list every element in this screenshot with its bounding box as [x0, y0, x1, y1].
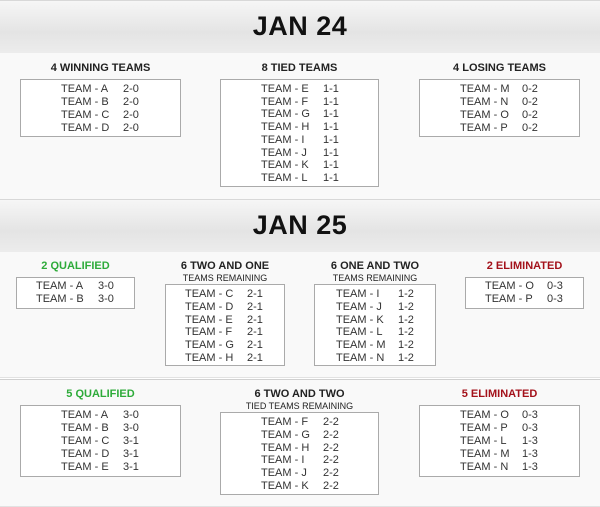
- team-row: [460, 435, 548, 448]
- team-record: 0-3: [522, 422, 538, 434]
- team-record: 1-2: [398, 314, 414, 326]
- team-record: 3-0: [123, 409, 139, 421]
- team-record: 3-1: [123, 435, 139, 447]
- team-record: 2-2: [323, 467, 339, 479]
- team-name: TEAM - C: [185, 288, 234, 300]
- team-record: 2-2: [323, 416, 339, 428]
- team-record: 1-2: [398, 339, 414, 351]
- team-name: TEAM - B: [36, 293, 84, 305]
- team-row: [185, 326, 273, 339]
- group-one-and-two: [314, 260, 436, 283]
- team-record: 2-2: [323, 454, 339, 466]
- team-name: TEAM - K: [261, 159, 309, 171]
- team-record: 0-2: [522, 96, 538, 108]
- team-record: 2-0: [123, 96, 139, 108]
- team-row: [185, 352, 273, 365]
- day-header-jan24: [0, 0, 600, 54]
- team-row: [36, 293, 124, 306]
- group-eliminated-5: [419, 388, 580, 401]
- team-name: TEAM - H: [185, 352, 234, 364]
- group-heading: 6 ONE AND TWO: [330, 260, 420, 272]
- group-heading: 4 WINNING TEAMS: [50, 62, 151, 74]
- team-row: [336, 301, 424, 314]
- team-name: TEAM - A: [36, 280, 84, 292]
- team-record: 1-1: [323, 96, 339, 108]
- team-row: [61, 122, 149, 135]
- team-row: [261, 480, 349, 493]
- team-record: 1-2: [398, 288, 414, 300]
- team-record: 2-1: [247, 352, 263, 364]
- day-title: JAN 25: [252, 210, 348, 240]
- team-name: TEAM - N: [460, 461, 509, 473]
- team-row: [185, 339, 273, 352]
- day-header-jan25: [0, 199, 600, 253]
- group-losing-teams: [419, 62, 580, 75]
- team-record: 3-0: [98, 293, 114, 305]
- team-record: 2-0: [123, 122, 139, 134]
- group-heading: 5 QUALIFIED: [66, 388, 135, 400]
- team-record: 1-1: [323, 172, 339, 184]
- team-row: [460, 109, 548, 122]
- team-record: 1-3: [522, 435, 538, 447]
- team-name: TEAM - O: [460, 109, 509, 121]
- team-row: [460, 122, 548, 135]
- team-row: [485, 293, 573, 306]
- team-row: [261, 83, 349, 96]
- team-name: TEAM - D: [61, 122, 110, 134]
- team-record: 2-0: [123, 83, 139, 95]
- day-title: JAN 24: [252, 11, 348, 41]
- group-heading: 4 LOSING TEAMS: [453, 62, 546, 74]
- team-name: TEAM - M: [460, 448, 510, 460]
- team-name: TEAM - G: [261, 429, 310, 441]
- group-heading: 6 TWO AND ONE: [180, 260, 270, 272]
- group-two-and-one: [165, 260, 285, 283]
- team-row: [61, 409, 149, 422]
- team-record: 2-1: [247, 326, 263, 338]
- team-record: 0-2: [522, 122, 538, 134]
- team-row: [61, 435, 149, 448]
- group-qualified-5: [20, 388, 181, 401]
- team-row: [61, 109, 149, 122]
- team-record: 1-1: [323, 134, 339, 146]
- team-row: [61, 96, 149, 109]
- team-row: [460, 83, 548, 96]
- team-row: [185, 301, 273, 314]
- group-winning-teams: [20, 62, 181, 75]
- team-name: TEAM - F: [261, 96, 309, 108]
- team-row: [460, 448, 548, 461]
- team-record: 1-1: [323, 83, 339, 95]
- team-record: 0-3: [547, 280, 563, 292]
- group-heading: 5 ELIMINATED: [461, 388, 538, 400]
- team-record: 1-2: [398, 301, 414, 313]
- team-name: TEAM - J: [261, 147, 307, 159]
- team-name: TEAM - D: [185, 301, 234, 313]
- team-name: TEAM - O: [460, 409, 509, 421]
- team-row: [61, 83, 149, 96]
- team-name: TEAM - K: [261, 480, 309, 492]
- team-row: [36, 280, 124, 293]
- group-subheading: TEAMS REMAINING: [182, 273, 268, 283]
- team-name: TEAM - C: [61, 109, 110, 121]
- team-name: TEAM - M: [336, 339, 386, 351]
- team-record: 0-2: [522, 109, 538, 121]
- team-name: TEAM - P: [485, 293, 533, 305]
- team-name: TEAM - E: [261, 83, 309, 95]
- group-eliminated-2: [465, 260, 584, 273]
- team-name: TEAM - L: [336, 326, 383, 338]
- team-name: TEAM - D: [61, 448, 110, 460]
- team-record: 0-3: [547, 293, 563, 305]
- group-qualified-2: [16, 260, 135, 273]
- team-record: 2-1: [247, 339, 263, 351]
- team-row: [261, 429, 349, 442]
- team-record: 1-1: [323, 108, 339, 120]
- team-record: 1-2: [398, 352, 414, 364]
- group-heading: 6 TWO AND TWO: [254, 388, 345, 400]
- team-row: [185, 288, 273, 301]
- team-name: TEAM - I: [261, 454, 305, 466]
- team-name: TEAM - H: [261, 442, 310, 454]
- team-name: TEAM - F: [185, 326, 233, 338]
- team-name: TEAM - H: [261, 121, 310, 133]
- team-record: 0-2: [522, 83, 538, 95]
- team-row: [61, 461, 149, 474]
- team-row: [61, 448, 149, 461]
- group-tied-teams: [220, 62, 379, 75]
- team-row: [261, 454, 349, 467]
- team-row: [61, 422, 149, 435]
- team-record: 1-1: [323, 121, 339, 133]
- team-record: 3-0: [98, 280, 114, 292]
- team-row: [336, 326, 424, 339]
- group-heading: 2 ELIMINATED: [486, 260, 563, 272]
- team-name: TEAM - I: [336, 288, 380, 300]
- group-subheading: TEAMS REMAINING: [332, 273, 418, 283]
- team-name: TEAM - G: [261, 108, 310, 120]
- team-row: [336, 339, 424, 352]
- team-record: 1-1: [323, 147, 339, 159]
- team-row: [336, 352, 424, 365]
- team-name: TEAM - O: [485, 280, 534, 292]
- team-record: 3-1: [123, 461, 139, 473]
- team-name: TEAM - B: [61, 96, 109, 108]
- team-row: [261, 172, 349, 185]
- group-heading: 8 TIED TEAMS: [261, 62, 338, 74]
- team-name: TEAM - G: [185, 339, 234, 351]
- team-row: [261, 134, 349, 147]
- team-record: 0-3: [522, 409, 538, 421]
- team-row: [460, 422, 548, 435]
- team-name: TEAM - L: [261, 172, 308, 184]
- team-row: [460, 96, 548, 109]
- team-record: 3-0: [123, 422, 139, 434]
- team-name: TEAM - A: [61, 409, 109, 421]
- team-record: 1-3: [522, 461, 538, 473]
- team-name: TEAM - I: [261, 134, 305, 146]
- team-row: [485, 280, 573, 293]
- team-name: TEAM - N: [460, 96, 509, 108]
- team-name: TEAM - C: [61, 435, 110, 447]
- team-name: TEAM - F: [261, 416, 309, 428]
- team-row: [261, 416, 349, 429]
- team-name: TEAM - K: [336, 314, 384, 326]
- team-record: 2-2: [323, 480, 339, 492]
- team-record: 2-0: [123, 109, 139, 121]
- team-record: 1-3: [522, 448, 538, 460]
- team-name: TEAM - L: [460, 435, 507, 447]
- team-row: [261, 121, 349, 134]
- team-name: TEAM - E: [185, 314, 233, 326]
- team-row: [460, 461, 548, 474]
- team-name: TEAM - N: [336, 352, 385, 364]
- team-name: TEAM - B: [61, 422, 109, 434]
- group-subheading: TIED TEAMS REMAINING: [245, 401, 354, 411]
- team-record: 2-2: [323, 442, 339, 454]
- team-record: 2-1: [247, 314, 263, 326]
- team-name: TEAM - J: [261, 467, 307, 479]
- team-record: 1-1: [323, 159, 339, 171]
- team-name: TEAM - M: [460, 83, 510, 95]
- team-name: TEAM - J: [336, 301, 382, 313]
- team-name: TEAM - E: [61, 461, 109, 473]
- team-record: 2-1: [247, 301, 263, 313]
- team-row: [336, 288, 424, 301]
- team-row: [261, 467, 349, 480]
- team-record: 1-2: [398, 326, 414, 338]
- team-name: TEAM - P: [460, 122, 508, 134]
- team-row: [261, 159, 349, 172]
- team-row: [460, 409, 548, 422]
- team-name: TEAM - A: [61, 83, 109, 95]
- team-record: 2-2: [323, 429, 339, 441]
- team-row: [261, 108, 349, 121]
- team-name: TEAM - P: [460, 422, 508, 434]
- team-record: 2-1: [247, 288, 263, 300]
- group-heading: 2 QUALIFIED: [41, 260, 110, 272]
- group-two-and-two: [220, 388, 379, 411]
- team-record: 3-1: [123, 448, 139, 460]
